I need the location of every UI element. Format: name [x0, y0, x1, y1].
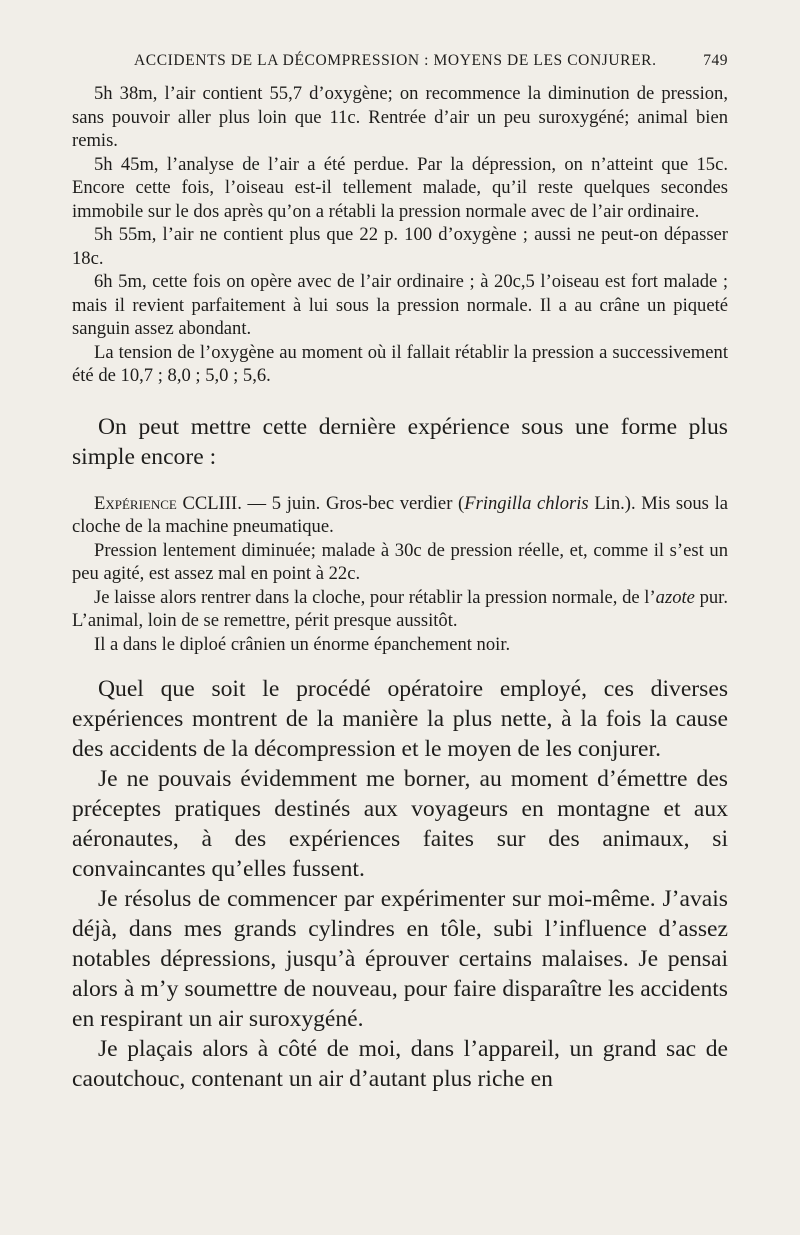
experiment-text: pur. L’animal, loin de se remettre, périt presque aussitôt. — [72, 586, 728, 631]
main-text — [72, 674, 728, 1094]
experiment-section — [72, 492, 728, 657]
running-header — [134, 52, 728, 70]
running-title: ACCIDENTS DE LA DÉCOMPRESSION : MOYENS DE LES CONJURER. — [134, 52, 657, 69]
page-number: 749 — [703, 52, 728, 69]
note-paragraph: 5h 38m, l’air contient 55,7 d’oxygène; on recommence la diminution de pression, sans pouvoir aller plus loin que 11c. Rentrée d’air un peu suroxygéné; animal bien remis. — [72, 83, 728, 151]
note-paragraph: 5h 55m, l’air ne contient plus que 22 p. 100 d’oxygène ; aussi ne peut-on dépasser 18c. — [72, 224, 728, 269]
note-paragraph: La tension de l’oxygène au moment où il fallait rétablir la pression a successivement été de 10,7 ; 8,0 ; 5,0 ; 5,6. — [72, 341, 728, 386]
experiment-paragraph: Pression lentement diminuée; malade à 30c de pression réelle, et, comme il s’est un peu agité, est assez mal en point à 22c. — [72, 539, 728, 584]
intro-paragraph: On peut mettre cette dernière expérience sous une forme plus simple encore : — [72, 413, 728, 470]
experiment-label: Expérience CCLIII. — [94, 492, 242, 514]
azote-term: azote — [655, 586, 695, 608]
experiment-paragraph: Il a dans le diploé crânien un énorme épanchement noir. — [94, 633, 511, 655]
protocol-notes — [72, 82, 728, 388]
note-paragraph: 6h 5m, cette fois on opère avec de l’air ordinaire ; à 20c,5 l’oiseau est fort malade ; mais il revient parfaitement à lui sous la pression normale. Il a au crâne un piqueté sanguin assez abondant. — [72, 271, 728, 339]
experiment-text-before: — 5 juin. Gros-bec verdier ( — [241, 492, 465, 514]
intro-section — [72, 412, 728, 472]
body-paragraph: Quel que soit le procédé opératoire employé, ces diverses expériences montrent de la manière la plus nette, à la fois la cause des accidents de la décompression et le moyen de les conjurer. — [72, 676, 728, 762]
body-paragraph: Je plaçais alors à côté de moi, dans l’appareil, un grand sac de caoutchouc, contenant un air d’autant plus riche en — [72, 1036, 728, 1092]
body-paragraph: Je résolus de commencer par expérimenter sur moi-même. J’avais déjà, dans mes grands cylindres en tôle, subi l’influence d’assez notables dépressions, jusqu’à éprouver certains malaises. Je pensai alors à m’y soumettre de nouveau, pour faire disparaître les accidents en respirant un air suroxygéné. — [72, 886, 728, 1032]
experiment-paragraph — [72, 586, 728, 633]
experiment-text-after: Lin.). Mis sous la cloche de la machine pneumatique. — [72, 492, 728, 537]
body-paragraph: Je ne pouvais évidemment me borner, au moment d’émettre des préceptes pratiques destinés aux voyageurs en montagne et aux aéronautes, à des expériences faites sur des animaux, si convaincantes qu’elles fussent. — [72, 766, 728, 882]
experiment-heading-paragraph — [72, 492, 728, 539]
species-name: Fringilla chloris — [464, 492, 589, 514]
note-paragraph: 5h 45m, l’analyse de l’air a été perdue. Par la dépression, on n’atteint que 15c. Encore cette fois, l’oiseau est-il tellement malade, qu’il reste quelques secondes immobile sur le dos après qu’on a rétabli la pression normale avec de l’air ordinaire. — [72, 153, 728, 222]
experiment-text: Je laisse alors rentrer dans la cloche, pour rétablir la pression normale, de l’ — [94, 586, 656, 608]
book-page — [72, 52, 728, 1094]
